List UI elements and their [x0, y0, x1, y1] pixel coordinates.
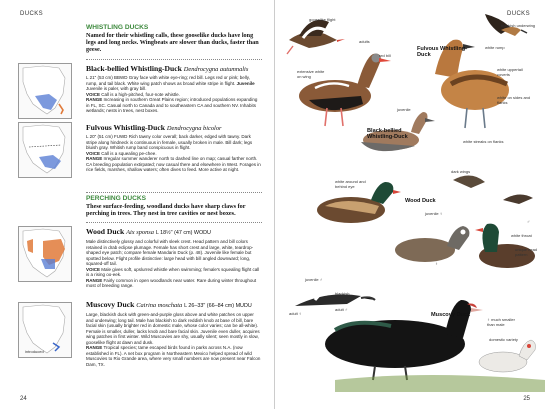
- label-fulvous: Fulvous Whistling-Duck: [417, 46, 468, 59]
- species-name: Wood Duck: [86, 227, 125, 236]
- caption-white-on-sides: white on sides and flanks: [497, 95, 531, 105]
- caption-male-sym: ♂: [527, 219, 530, 224]
- range-map-fulvous: [18, 122, 72, 178]
- caption-blackish-underwing: blackish underwing: [501, 23, 536, 28]
- divider: [86, 222, 262, 223]
- range-map-muscovy: [18, 302, 72, 358]
- divider: [86, 192, 262, 193]
- caption-white-uppertail: white uppertail coverts: [497, 67, 523, 77]
- caption-white-throat: white throat: [511, 233, 532, 238]
- juvenile-label: Juvenile: [236, 80, 255, 86]
- label-black-bellied: Black-bellied Whistling-Duck: [367, 128, 408, 141]
- caption-white-rump: white rump: [485, 45, 505, 50]
- caption-dark-wings: dark wings: [451, 169, 471, 174]
- caption-white-streaks: white streaks on flanks: [463, 139, 504, 144]
- range-label: RANGE: [86, 97, 103, 102]
- measurement: L 26–33" (66–84 cm) MUDU: [184, 303, 252, 309]
- section-intro-whistling: Named for their whistling calls, these gooselike ducks have long legs and long necks. Wingbeats are slower than ducks, faster than geese.: [86, 32, 259, 54]
- page-number-right: 25: [523, 396, 530, 402]
- species-wood-duck: [86, 227, 262, 289]
- species-name: Black-bellied Whistling-Duck: [86, 64, 182, 73]
- range-label: RANGE: [86, 345, 103, 350]
- duck-illustrations: [275, 0, 550, 409]
- range-text: Tropical species; tame escaped birds found in parks across N.A. (now established in FL). A net box program in Northeastern Mexico helped spread of wild Muscovies to Rio Grande area, where very small numbers are now present near Falcon Dam, TX.: [86, 345, 261, 367]
- voice-label: VOICE: [86, 91, 101, 97]
- species-name: Muscovy Duck: [86, 300, 135, 309]
- measurement: L 20" (51 cm) FUWD: [86, 134, 128, 139]
- caption-juvenile: juvenile: [397, 107, 411, 112]
- label-muscovy: Muscovy Duck: [431, 312, 471, 318]
- caption-red-bill: red bill: [379, 53, 391, 58]
- voice-text: Call is a squealing pe-chee.: [101, 150, 157, 156]
- range-text: Fairly common in open woodlands near water. Rare during winter throughout most of breeding range.: [86, 277, 257, 288]
- range-label: RANGE: [86, 277, 103, 283]
- wood-duck-male-right-illustration: [475, 224, 535, 268]
- caption-female-sym: ♀: [435, 261, 438, 266]
- caption-unique-head: unique head pattern: [515, 247, 538, 257]
- species-black-bellied: [86, 64, 262, 114]
- divider: [86, 59, 262, 60]
- grass-ground: [335, 375, 545, 392]
- section-intro-perching: These surface-feeding, woodland ducks have sharp claws for perching in trees. They nest in tree cavities or nest boxes.: [86, 203, 246, 218]
- caption-adults: adults: [359, 39, 370, 44]
- range-text: Increasing in southern Great Plains region; introduced populations expanding in FL, SC. Casual north to Canada and to southeastern CA and southern NV. Inhabits wetlands; nests in trees, nest boxes.: [86, 97, 258, 113]
- latin-name: Cairina moschata: [136, 302, 183, 309]
- range-text: Irregular summer wanderer north to dashed line on map; casual farther north. CA breeding population extirpated; now casual there and elsewhere in West. Forages in rice fields, marshes, shallow waters; often dives to feed. More active at night.: [86, 156, 261, 172]
- voice-text: Male gives soft, upslurred whistle when swimming; female's squealing flight call is a rising oo-eek.: [86, 266, 260, 277]
- caption-juvenile-male: juvenile ♂: [305, 277, 323, 282]
- voice-text: Call is a high-pitched, four-note whistle.: [101, 91, 180, 97]
- description: Gray face with white eye-ring; red bill. Legs red or pink; belly, rump, and tail black. White wing patch shows as broad white stripe in flight.: [86, 75, 250, 86]
- latin-name: Aix sponsa: [126, 229, 154, 236]
- range-map-black-bellied: [18, 63, 72, 119]
- wood-duck-female-illustration: [395, 226, 469, 262]
- page-number-left: 24: [20, 396, 27, 402]
- running-header-left: DUCKS: [20, 11, 44, 17]
- species-name: Fulvous Whistling-Duck: [86, 123, 165, 132]
- description: Rich tawny color overall; back darker, edged with tawny. Dark stripe along hindneck is continuous in female, usually broken in male. Bill dark; legs bluish gray. Whitish rump band conspicuous in flight.: [86, 134, 253, 150]
- voice-label: VOICE: [86, 150, 101, 156]
- wood-duck-flight-illustration: [453, 175, 533, 204]
- caption-juvenile-female: juvenile ♀: [425, 211, 443, 216]
- caption-adult-female: adult ♀: [289, 311, 302, 316]
- section-title-whistling: WHISTLING DUCKS: [86, 24, 149, 31]
- species-muscovy: [86, 300, 262, 367]
- measurement: L 21" (53 cm) BBWD: [86, 75, 128, 80]
- range-map-wood-duck: [18, 226, 72, 282]
- description: Male distinctively glossy and colorful with sleek crest. Head pattern and bill colors retained in drab eclipse plumage. Female has short crest and large, white, teardrop-shaped eye patch; compare female Mandarin Duck (p. 48). Juvenile like female but spotted below. Flight profile distinctive: large head with bill angled downward; long, squared-off tail.: [86, 239, 254, 266]
- caption-gooselike-flight: gooselike flight: [309, 17, 336, 22]
- measurement: L 18½" (47 cm) WODU: [155, 230, 211, 236]
- right-page: [275, 0, 550, 409]
- label-wood-duck: Wood Duck: [405, 198, 436, 204]
- caption-adult-male: adult ♂: [335, 307, 348, 312]
- range-label: RANGE: [86, 156, 103, 161]
- juvenile-text: Juvenile is paler, with gray bill.: [86, 86, 147, 91]
- black-bellied-standing-illustration: [299, 54, 391, 127]
- caption-extensive-white: extensive white on wing: [297, 69, 325, 79]
- caption-domestic-variety: domestic variety: [489, 337, 518, 342]
- latin-name: Dendrocygna bicolor: [166, 125, 222, 132]
- latin-name: Dendrocygna autumnalis: [183, 66, 249, 73]
- section-title-perching: PERCHING DUCKS: [86, 195, 147, 202]
- species-fulvous: [86, 123, 262, 173]
- running-header-right: DUCKS: [506, 11, 530, 17]
- caption-female-smaller: ♀ much smaller than male: [487, 317, 515, 327]
- perching-ducks-section: [86, 195, 262, 217]
- caption-blackish: blackish: [335, 291, 350, 296]
- svg-text:introduced: introduced: [25, 349, 44, 354]
- caption-white-around-eye: white around and behind eye: [335, 179, 366, 189]
- voice-label: VOICE: [86, 266, 101, 272]
- description: Large, blackish duck with green-and-purple gloss above and white patches on upper and underwing; long tail. Male has blackish to dark reddish knob at base of bill, bare facial skin (usually brighter red in domestic male, whose color varies; can be all-white). Female is smaller, duller, lacks knob and bare facial skin. Juvenile even duller, acquires wing patches in first winter. Wild Muscovies are shy, usually silent; seen mostly in slow, gooselike flight at dawn and dusk.: [86, 312, 260, 345]
- whistling-ducks-section: [86, 24, 262, 54]
